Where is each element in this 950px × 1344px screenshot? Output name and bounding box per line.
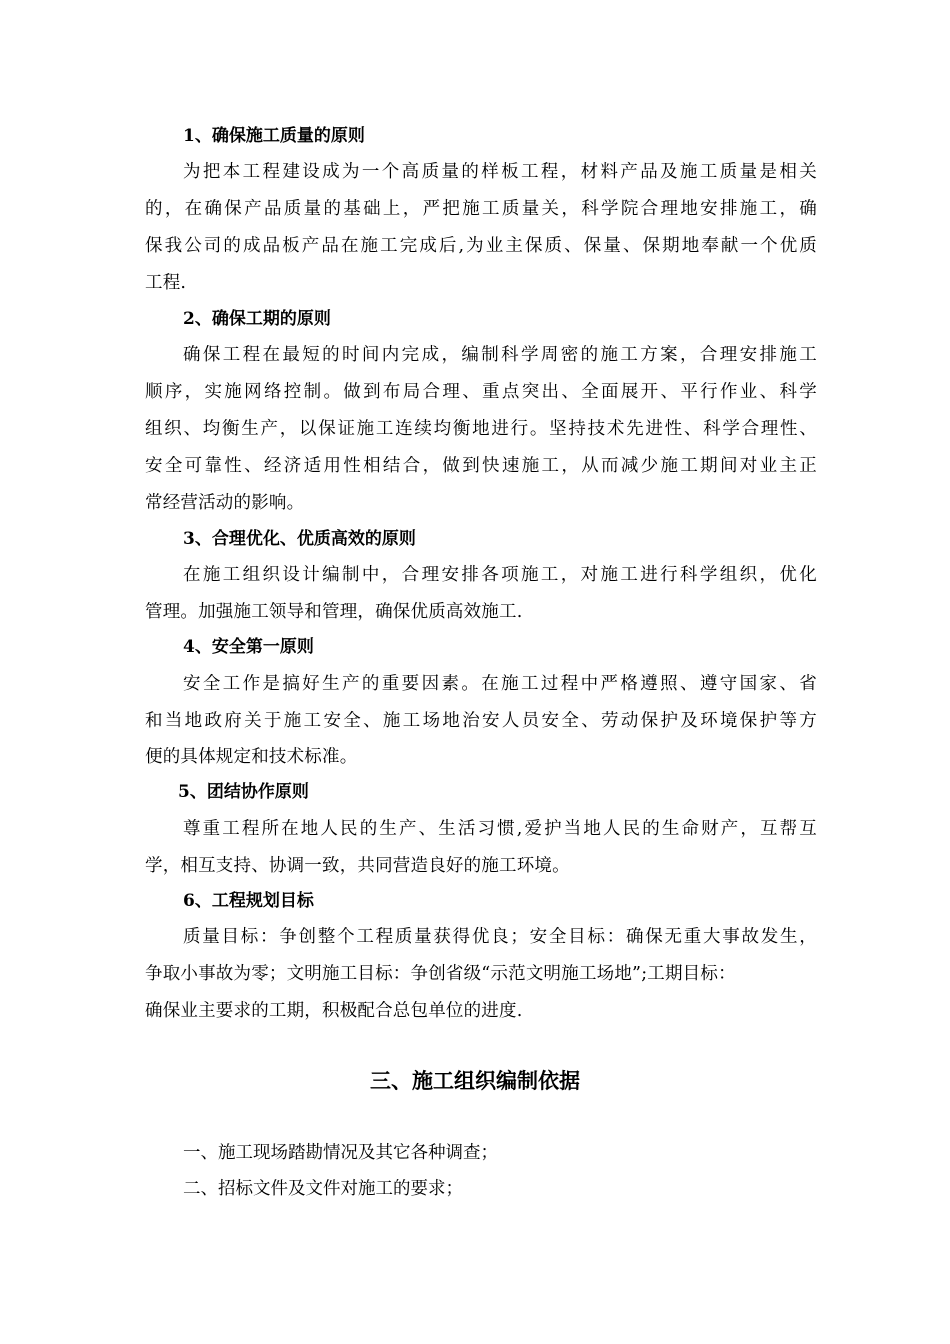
principle-2-line-4: 安全可靠性、经济适用性相结合，做到快速施工，从而减少施工期间对业主正 xyxy=(145,456,817,476)
principle-6-line-3: 确保业主要求的工期，积极配合总包单位的进度. xyxy=(145,1001,523,1021)
basis-item-2: 二、招标文件及文件对施工的要求； xyxy=(183,1179,463,1199)
principle-2-line-3: 组织、均衡生产，以保证施工连续均衡地进行。坚持技术先进性、科学合理性、 xyxy=(145,419,817,439)
principle-5-heading: 5、团结协作原则 xyxy=(178,782,309,802)
principle-1-heading: 1、确保施工质量的原则 xyxy=(183,126,365,146)
principle-2-heading: 2、确保工期的原则 xyxy=(183,309,331,329)
principle-6-heading: 6、工程规划目标 xyxy=(183,891,314,911)
section-title: 三、施工组织编制依据 xyxy=(370,1068,580,1093)
principle-6-line-1: 质量目标：争创整个工程质量获得优良；安全目标：确保无重大事故发生， xyxy=(183,927,817,947)
principle-1-line-3: 保我公司的成品板产品在施工完成后,为业主保质、保量、保期地奉献一个优质 xyxy=(145,236,817,256)
basis-item-1: 一、施工现场踏勘情况及其它各种调查； xyxy=(183,1143,498,1163)
principle-1-line-2: 的，在确保产品质量的基础上，严把施工质量关，科学院合理地安排施工，确 xyxy=(145,199,817,219)
principle-6-line-2: 争取小事故为零；文明施工目标：争创省级“示范文明施工场地”;工期目标： xyxy=(145,964,736,984)
principle-1-line-1: 为把本工程建设成为一个高质量的样板工程，材料产品及施工质量是相关 xyxy=(183,162,817,182)
principle-4-heading: 4、安全第一原则 xyxy=(183,637,314,657)
principle-3-line-1: 在施工组织设计编制中，合理安排各项施工，对施工进行科学组织，优化 xyxy=(183,565,817,585)
principle-4-line-1: 安全工作是搞好生产的重要因素。在施工过程中严格遵照、遵守国家、省 xyxy=(183,674,817,694)
principle-1-line-4: 工程. xyxy=(145,273,187,293)
principle-2-line-2: 顺序，实施网络控制。做到布局合理、重点突出、全面展开、平行作业、科学 xyxy=(145,382,817,402)
principle-3-line-2: 管理。加强施工领导和管理，确保优质高效施工. xyxy=(145,602,523,622)
principle-4-line-2: 和当地政府关于施工安全、施工场地治安人员安全、劳动保护及环境保护等方 xyxy=(145,711,817,731)
principle-2-line-1: 确保工程在最短的时间内完成，编制科学周密的施工方案，合理安排施工 xyxy=(183,345,817,365)
principle-3-heading: 3、合理优化、优质高效的原则 xyxy=(183,529,416,549)
principle-4-line-3: 便的具体规定和技术标准。 xyxy=(145,747,358,767)
principle-5-line-2: 学，相互支持、协调一致，共同营造良好的施工环境。 xyxy=(145,856,570,876)
principle-5-line-1: 尊重工程所在地人民的生产、生活习惯,爱护当地人民的生命财产，互帮互 xyxy=(183,819,817,839)
principle-2-line-5: 常经营活动的影响。 xyxy=(145,493,305,513)
